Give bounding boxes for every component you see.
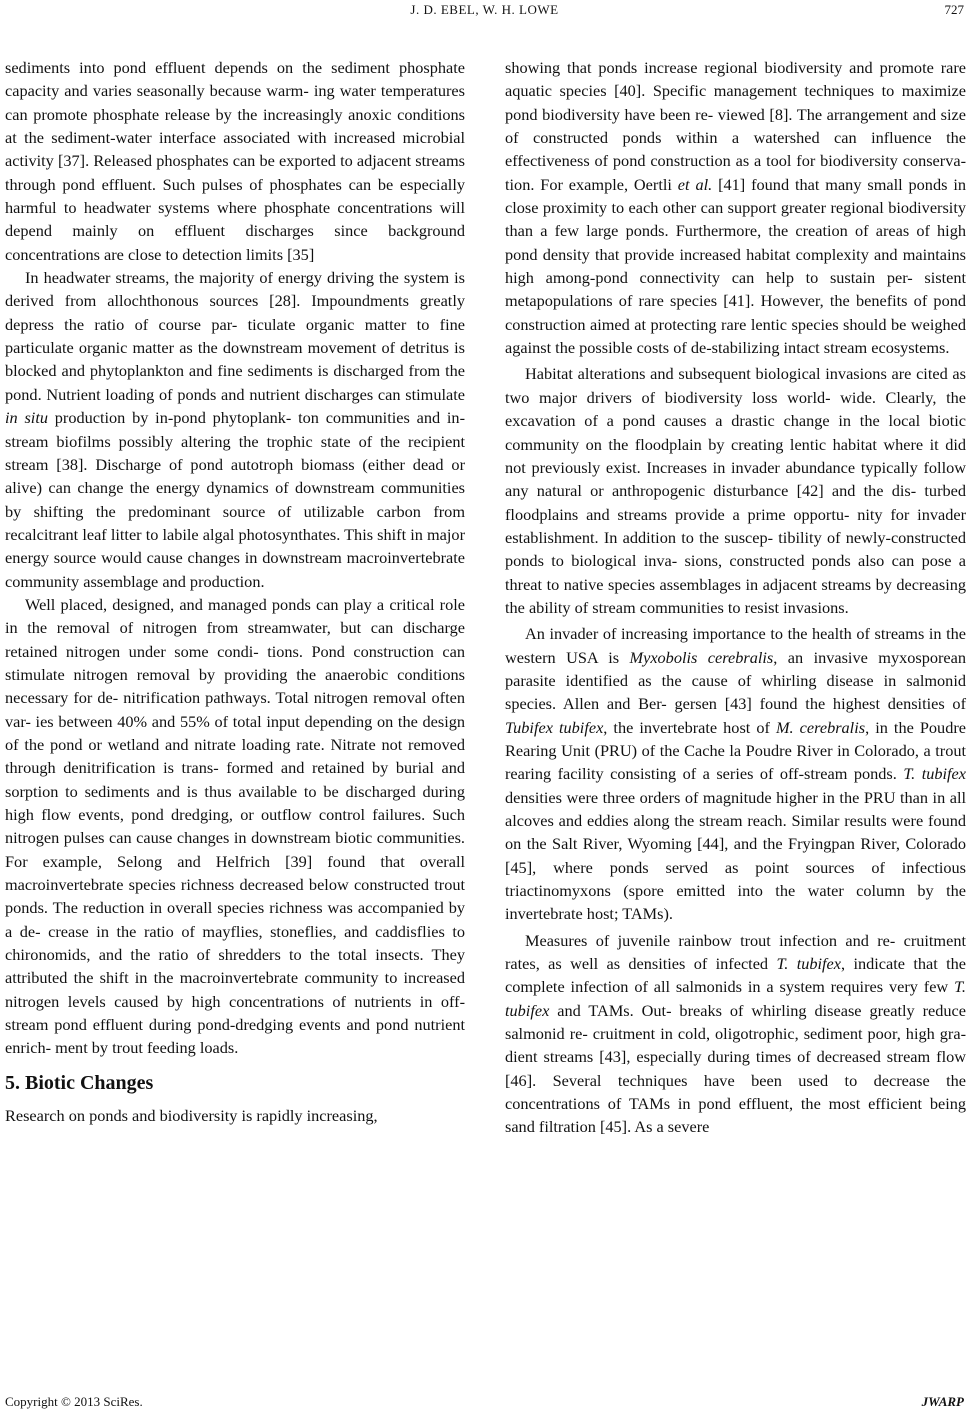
paragraph-whirling-disease: An invader of increasing importance to the health of streams in the western USA is Myxobolis cerebralis, an invasive myxosporean parasite identified as the cause of whirling disease in salmonid species. Allen and Ber- gersen [43] found the highest densities of Tubifex tubifex, the invertebrate host of M. cerebralis, in the Poudre Rearing Unit (PRU) of the Cache la Poudre River in Colorado, a trout rearing facility consisting of a series of off-stream ponds. T. tubifex densities were three orders of magnitude higher in the PRU than in all alcoves and eddies along the stream reach. Similar results were found on the Salt River, Wyoming [44], and the Fryingpan River, Colorado [45], where ponds served as point sources of infectious triactinomyxons (spore emitted into the water column by the invertebrate host; TAMs).	[505, 624, 966, 924]
page-number: 727	[944, 2, 964, 17]
paragraph-trout-infection: Measures of juvenile rainbow trout infection and re- cruitment rates, as well as densities of infected T. tubifex, indicate that the complete infection of all salmonids in a system requires very few T. tubifex and TAMs. Out- breaks of whirling disease greatly reduce salmonid re- cruitment in cold, oligotrophic, sediment poor, high gra- dient streams [43], especially during times of decreased stream flow [46]. Several techniques have been used to decrease the concentrations of TAMs in pond effluent, the most efficient being sand filtration [45]. As a severe	[505, 930, 966, 1137]
right-column	[505, 56, 966, 1139]
paragraph-biodiversity-start: Research on ponds and biodiversity is rapidly increasing,	[5, 1105, 378, 1125]
paragraph-energy: In headwater streams, the majority of energy driving the system is derived from allochthonous sources [28]. Impoundments greatly depress the ratio of course par- ticulate organic matter to fine particulate organic matter as the downstream movement of detritus is blocked and phytoplankton and fine sediments is discharged from the pond. Nutrient loading of ponds and nutrient discharges can stimulate in situ production by in-pond phytoplank- ton communities and in-stream biofilms possibly altering the trophic state of the recipient stream [38]. Discharge of pond autotroph biomass (either dead or alive) can change the energy dynamics of downstream communities by shifting the predominant source of utilizable carbon from recalcitrant leaf litter to labile algal photosynthates. This shift in major energy source would cause changes in downstream macroinvertebrate community assemblage and production.	[5, 268, 465, 591]
paragraph-invasions: Habitat alterations and subsequent biological invasions are cited as two major drivers of biodiversity loss world- wide. Clearly, the excavation of a pond causes a drastic change in the local biotic community on the floodplain by creating lentic habitat where it did not previously exist. Increases in invader abundance typically follow any natural or anthropogenic disturbance [42] and the dis- turbed floodplains and streams provide a prime opportu- nity for invader establishment. In addition to the suscep- tibility of newly-constructed ponds to biological inva- sions, constructed ponds also can pose a threat to native species assemblages in adjacent streams by decreasing the ability of stream communities to resist invasions.	[505, 364, 966, 617]
copyright-notice: Copyright © 2013 SciRes.	[5, 1394, 143, 1409]
italic-et-al: et al.	[677, 174, 713, 194]
italic-in-situ: in situ	[5, 408, 48, 428]
section-heading-biotic-changes: 5. Biotic Changes	[5, 1071, 154, 1094]
paragraph-nitrogen: Well placed, designed, and managed ponds can play a critical role in the removal of nitrogen from streamwater, but can discharge retained nitrogen under some condi- tions. Pond construction can stimulate nitrogen removal by providing the anaerobic conditions necessary for de- nitrification pathways. Total nitrogen removal often var- ies between 40% and 55% of total input depending on the design of the pond or wetland and nitrate loading rate. Nitrate not removed through denitrification is trans- formed and retained by burial and sorption to sediments and is thus available to be discharged during high flow events, pond dredging, or outflow control failures. Such nitrogen pulses can cause changes in downstream biotic communities. For example, Selong and Helfrich [39] found that overall macroinvertebrate species richness decreased below constructed trout ponds. The reduction in overall species richness was accompanied by a de- crease in the ratio of mayflies, stoneflies, and caddisflies to chironomids, and the ratio of shredders to the total insects. They attributed the shift in the macroinvertebrate community to increased nitrogen levels caused by high concentrations of nutrients in off-stream pond effluent during pond-dredging events and pond nutrient enrich- ment by trout feeding loads.	[5, 594, 465, 1058]
running-header	[0, 0, 969, 22]
running-header-authors: J. D. EBEL, W. H. LOWE	[410, 2, 559, 17]
paragraph-biodiversity-cont: showing that ponds increase regional biodiversity and promote rare aquatic species [40]. Specific management techniques to maximize pond biodiversity have been re- viewed [8]. The arrangement and size of constructed ponds within a watershed can influence the effectiveness of pond construction as a tool for biodiversity conserva- tion. For example, Oertli et al. [41] found that many small ponds in close proximity to each other can support greater regional biodiversity than a few large ponds. Furthermore, the creation of areas of high pond density that provide increased habitat complexity and maintains high among-pond connectivity can help to sustain per- sistent metapopulations of rare species [41]. However, the benefits of pond construction aimed at protecting rare lentic species should be weighed against the possible costs of de-stabilizing intact stream ecosystems.	[505, 58, 966, 358]
left-column	[5, 56, 465, 1127]
journal-name: JWARP	[921, 1394, 964, 1409]
paragraph-phosphate: sediments into pond effluent depends on the sediment phosphate capacity and varies seasonally because warm- ing water temperatures can promote phosphate release by the increasingly anoxic conditions at the sediment-water interface associated with increased microbial activity [37]. Released phosphates can be exported to adjacent streams through pond effluent. Such pulses of phosphates can be especially harmful to headwater systems where phosphate concentrations will depend mainly on effluent discharges since background concentrations are close to detection limits [35]	[5, 58, 465, 264]
